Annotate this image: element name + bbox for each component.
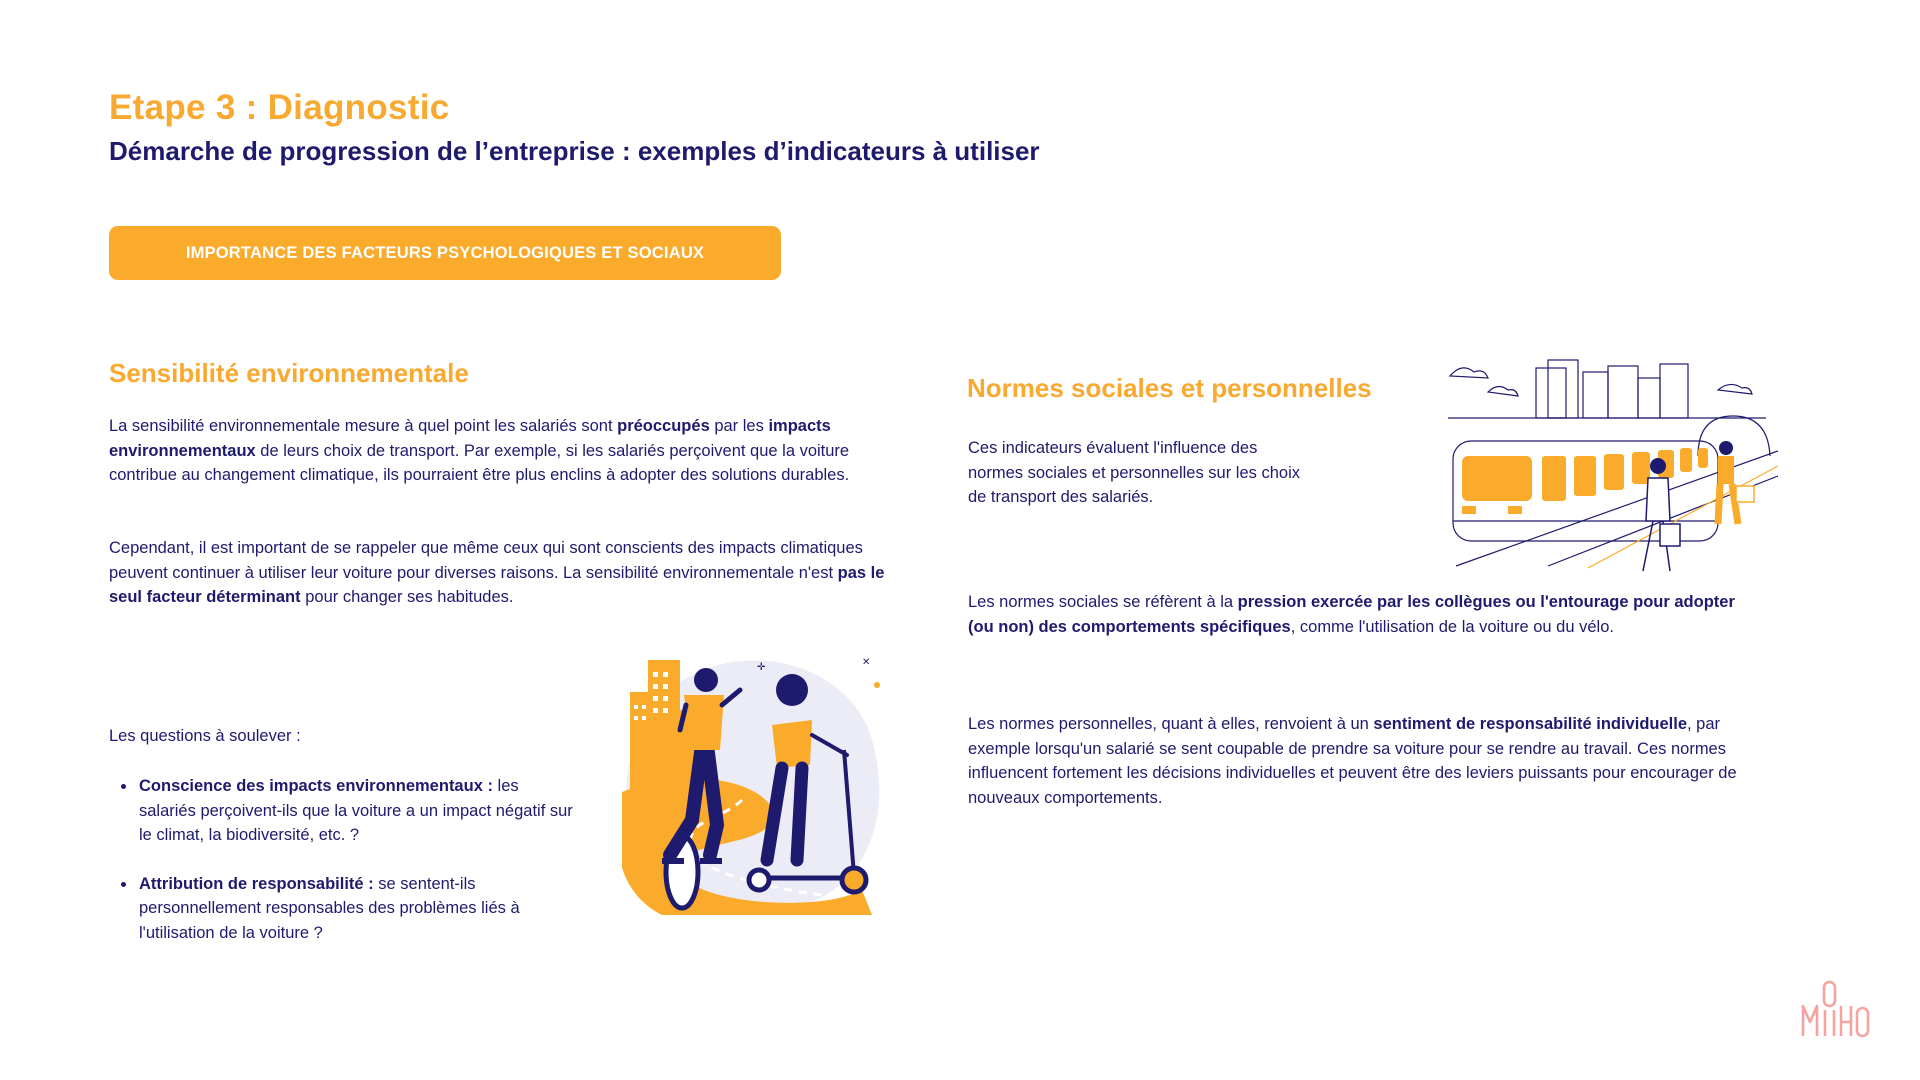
questions-list [109,774,579,969]
train-station-illustration [1448,356,1778,578]
heading-sensibilite: Sensibilité environnementale [109,358,469,388]
heading-normes: Normes sociales et personnelles [967,373,1372,403]
paragraph-sensibilite-1: La sensibilité environnementale mesure à quel point les salariés sont préoccupés par les impacts environnementaux de leurs choix de transport. Par exemple, si les salariés perçoivent que la voiture contribue au changement climatique, ils pourraient être plus enclins à adopter des solutions durables. [109,417,850,484]
paragraph-sensibilite-2: Cependant, il est important de se rappeler que même ceux qui sont conscients des impacts climatiques peuvent continuer à utiliser leur voiture pour diverses raisons. La sensibilité environnementale n'est pas le seul facteur déterminant pour changer ses habitudes. [109,539,885,606]
paragraph-normes-personnelles: Les normes personnelles, quant à elles, renvoient à un sentiment de responsabilité individuelle, par exemple lorsqu'un salarié se sent coupable de prendre sa voiture pour se rendre au travail. Ces normes influencent fortement les décisions individuelles et peuvent être des leviers puissants pour encourager de nouveaux comportements. [968,715,1737,807]
list-item: Attribution de responsabilité : se sentent-ils personnellement responsables des problèmes liés à l'utilisation de la voiture ? [109,872,579,946]
list-item: Conscience des impacts environnementaux : les salariés perçoivent-ils que la voiture a un impact négatif sur le climat, la biodiversité, etc. ? [109,774,579,848]
paragraph-normes-sociales: Les normes sociales se réfèrent à la pression exercée par les collègues ou l'entourage pour adopter (ou non) des comportements spécifiques, comme l'utilisation de la voiture ou du vélo. [968,593,1735,636]
banner-label: IMPORTANCE DES FACTEURS PSYCHOLOGIQUES ET SOCIAUX [185,243,705,262]
questions-intro: Les questions à soulever : [109,727,301,745]
page-subtitle: Démarche de progression de l’entreprise : exemples d’indicateurs à utiliser [109,136,1040,166]
section-banner [109,226,781,280]
svg-text:✕: ✕ [862,657,871,668]
paragraph-normes-intro: Ces indicateurs évaluent l'influence des normes sociales et personnelles sur les choix de transport des salariés. [968,439,1300,506]
moho-logo [1800,978,1870,1043]
people-scooter-illustration [622,650,892,915]
svg-text:✛: ✛ [757,662,766,673]
page-title: Etape 3 : Diagnostic [109,88,450,127]
